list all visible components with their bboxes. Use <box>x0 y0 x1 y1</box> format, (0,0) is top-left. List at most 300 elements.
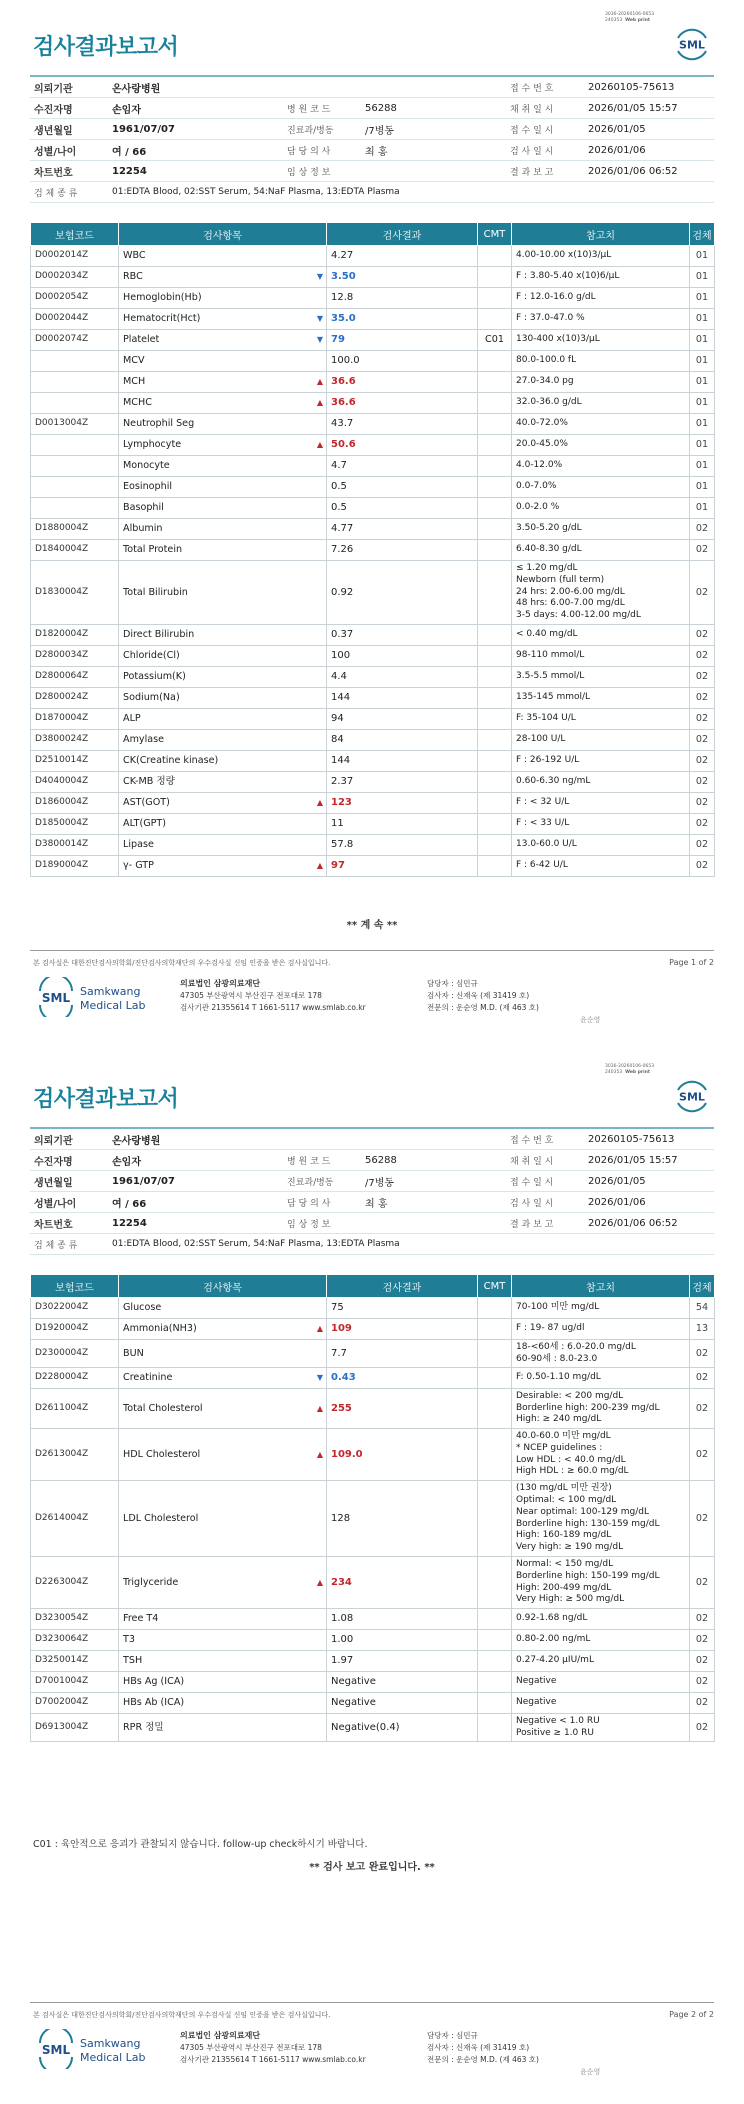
table-row <box>31 1693 715 1714</box>
insurance-code-cell: D3022004Z <box>31 1298 119 1319</box>
reference-line: Normal: < 150 mg/dL <box>516 1558 614 1569</box>
test-item-cell <box>119 1651 327 1672</box>
table-row <box>31 477 715 498</box>
table-row <box>31 456 715 477</box>
test-date-value: 2026/01/06 <box>584 1192 714 1213</box>
reference-cell <box>512 688 690 709</box>
result-cell: Negative(0.4) <box>327 1714 478 1742</box>
footer-disclaimer: 본 검사실은 대한진단검사의학회/진단검사의학재단의 우수검사실 신임 인증을 받은 검사실입니다. <box>33 959 331 967</box>
test-item-label: BUN <box>123 1347 144 1359</box>
reference-cell <box>512 1389 690 1429</box>
result-cell: 94 <box>327 709 478 730</box>
insurance-code-cell: D0002014Z <box>31 246 119 267</box>
collect-label: 채 취 일 시 <box>506 1150 584 1171</box>
test-item-label: RBC <box>123 271 143 283</box>
reference-line: 27.0-34.0 pg <box>516 376 574 387</box>
reference-line: F : 26-192 U/L <box>516 755 580 766</box>
column-header: 검사항목 <box>119 223 327 246</box>
column-header: CMT <box>478 223 512 246</box>
reference-cell <box>512 835 690 856</box>
specimen-cell: 01 <box>690 351 715 372</box>
specimen-cell: 01 <box>690 477 715 498</box>
reference-line: 3-5 days: 4.00-12.00 mg/dL <box>516 610 641 621</box>
column-header: 보험코드 <box>31 1275 119 1298</box>
reference-cell <box>512 1481 690 1557</box>
print-meta-code: 240353 <box>605 17 623 23</box>
reference-line: High HDL : ≥ 60.0 mg/dL <box>516 1466 629 1477</box>
table-row <box>31 1429 715 1481</box>
doctor-value: 최 홍 <box>361 1192 506 1213</box>
reference-line: F : 37.0-47.0 % <box>516 313 585 324</box>
reference-line: Newborn (full term) <box>516 574 605 585</box>
reference-line: Optimal: < 100 mg/dL <box>516 1494 617 1505</box>
reference-cell <box>512 625 690 646</box>
test-item-label: Triglyceride <box>123 1576 179 1588</box>
test-item-cell <box>119 456 327 477</box>
reference-cell <box>512 709 690 730</box>
page-number: Page 2 of 2 <box>669 2010 714 2019</box>
results-table <box>30 222 715 877</box>
test-item-cell <box>119 793 327 814</box>
cmt-cell <box>478 246 512 267</box>
insurance-code-cell: D1860004Z <box>31 793 119 814</box>
lab-address: 47305 부산광역시 부산진구 전포대로 178 <box>180 991 322 1000</box>
result-cell: 2.37 <box>327 772 478 793</box>
result-cell: 0.37 <box>327 625 478 646</box>
insurance-code-cell: D0002034Z <box>31 267 119 288</box>
insurance-code-cell <box>31 435 119 456</box>
print-meta-code: 240353 <box>605 1069 623 1075</box>
test-item-label: Total Cholesterol <box>123 1402 203 1414</box>
institution-value: 온사랑병원 <box>108 1128 506 1150</box>
high-flag-icon: ▲ <box>316 1324 323 1334</box>
cmt-cell <box>478 519 512 540</box>
specimen-cell: 01 <box>690 435 715 456</box>
lab-name: 의료법인 삼광의료재단 <box>180 2031 261 2040</box>
result-cell: 75 <box>327 1298 478 1319</box>
result-cell: 100 <box>327 646 478 667</box>
column-header: 참고치 <box>512 1275 690 1298</box>
reference-line: Desirable: < 200 mg/dL <box>516 1390 624 1401</box>
test-item-cell <box>119 498 327 519</box>
test-item-label: Basophil <box>123 502 164 514</box>
specimen-cell: 02 <box>690 1651 715 1672</box>
cmt-cell <box>478 751 512 772</box>
specimen-cell: 02 <box>690 625 715 646</box>
result-cell: 7.7 <box>327 1340 478 1368</box>
specimen-cell: 01 <box>690 246 715 267</box>
dob-value: 1961/07/07 <box>108 1171 283 1192</box>
specimen-cell: 02 <box>690 688 715 709</box>
insurance-code-cell: D2280004Z <box>31 1368 119 1389</box>
insurance-code-cell <box>31 477 119 498</box>
result-cell: 0.43 <box>327 1368 478 1389</box>
reference-cell <box>512 1319 690 1340</box>
test-item-label: CK(Creatine kinase) <box>123 755 219 767</box>
test-item-cell <box>119 1693 327 1714</box>
specimen-cell: 02 <box>690 856 715 877</box>
table-row <box>31 540 715 561</box>
dept-value: /7병동 <box>361 1171 506 1192</box>
table-row <box>31 393 715 414</box>
lab-address: 47305 부산광역시 부산진구 전포대로 178 <box>180 2043 322 2052</box>
reference-cell <box>512 540 690 561</box>
table-row <box>31 835 715 856</box>
insurance-code-cell: D1840004Z <box>31 540 119 561</box>
staff-block <box>427 978 539 1014</box>
table-row <box>31 414 715 435</box>
high-flag-icon: ▲ <box>316 1403 323 1413</box>
print-meta-row <box>605 1070 654 1076</box>
lab-address-block <box>180 2030 366 2066</box>
test-item-label: ALP <box>123 713 141 725</box>
staff-manager: 담당자 : 심민규 <box>427 979 478 988</box>
reference-cell <box>512 814 690 835</box>
reference-cell <box>512 1651 690 1672</box>
specimen-cell: 01 <box>690 330 715 351</box>
sml-logo-icon <box>672 1076 712 1116</box>
column-header: 보험코드 <box>31 223 119 246</box>
specimen-cell: 02 <box>690 751 715 772</box>
reference-line: 6.40-8.30 g/dL <box>516 544 582 555</box>
specimen-cell: 02 <box>690 1557 715 1609</box>
insurance-code-cell <box>31 393 119 414</box>
result-cell: 79 <box>327 330 478 351</box>
test-item-cell <box>119 814 327 835</box>
info-row <box>30 1213 714 1234</box>
column-header: 검사결과 <box>327 223 478 246</box>
print-meta-type: Web print <box>625 1069 651 1075</box>
dob-value: 1961/07/07 <box>108 119 283 140</box>
specimen-cell: 02 <box>690 667 715 688</box>
test-item-label: Albumin <box>123 523 163 535</box>
reference-line: Very High: ≥ 500 mg/dL <box>516 1594 625 1605</box>
cmt-cell <box>478 393 512 414</box>
institution-label: 의뢰기관 <box>30 1128 108 1150</box>
sex-age-value: 여 / 66 <box>108 1192 283 1213</box>
report-date-value: 2026/01/06 06:52 <box>584 161 714 182</box>
specimen-cell: 02 <box>690 1630 715 1651</box>
reference-cell <box>512 435 690 456</box>
specimen-cell: 02 <box>690 519 715 540</box>
test-item-label: Total Bilirubin <box>123 586 188 598</box>
doctor-label: 담 당 의 사 <box>283 140 361 161</box>
test-item-cell <box>119 667 327 688</box>
dob-label: 생년월일 <box>30 1171 108 1192</box>
logo-text: SML <box>41 2043 71 2057</box>
reference-line: 0.80-2.00 ng/mL <box>516 1634 591 1645</box>
reference-line: High: ≥ 240 mg/dL <box>516 1414 602 1425</box>
cmt-cell <box>478 288 512 309</box>
high-flag-icon: ▲ <box>316 1449 323 1459</box>
result-cell: 97 <box>327 856 478 877</box>
test-item-cell <box>119 856 327 877</box>
insurance-code-cell: D2510014Z <box>31 751 119 772</box>
signature: 윤순영 <box>580 2068 601 2076</box>
low-flag-icon: ▼ <box>316 1373 323 1383</box>
logo-text: SML <box>41 991 71 1005</box>
reference-line: Positive ≥ 1.0 RU <box>516 1727 594 1738</box>
high-flag-icon: ▲ <box>316 1577 323 1587</box>
table-row <box>31 793 715 814</box>
test-item-label: RPR 정밀 <box>123 1721 164 1733</box>
reference-cell <box>512 246 690 267</box>
reference-cell <box>512 856 690 877</box>
reference-cell <box>512 667 690 688</box>
patient-info-table <box>30 1127 714 1255</box>
specimen-cell: 02 <box>690 1609 715 1630</box>
cmt-cell <box>478 667 512 688</box>
test-item-cell <box>119 1429 327 1481</box>
cmt-cell <box>478 772 512 793</box>
continued-text: ** 계 속 ** <box>346 920 398 931</box>
staff-manager: 담당자 : 심민규 <box>427 2031 478 2040</box>
specimen-cell: 02 <box>690 1714 715 1742</box>
test-item-label: Ammonia(NH3) <box>123 1323 197 1335</box>
insurance-code-cell: D0002054Z <box>31 288 119 309</box>
reference-line: F : 6-42 U/L <box>516 860 568 871</box>
results-table <box>30 1274 715 1742</box>
report-page-2 <box>0 1052 744 2104</box>
logo-word-2: Medical Lab <box>80 999 146 1012</box>
cmt-cell <box>478 793 512 814</box>
test-item-label: Total Protein <box>123 544 183 556</box>
result-cell: 234 <box>327 1557 478 1609</box>
insurance-code-cell: D1890004Z <box>31 856 119 877</box>
column-header: 검체 <box>690 223 715 246</box>
specimen-cell: 02 <box>690 835 715 856</box>
table-row <box>31 814 715 835</box>
table-row <box>31 1630 715 1651</box>
test-date-label: 검 사 일 시 <box>506 140 584 161</box>
report-date-label: 결 과 보 고 <box>506 161 584 182</box>
cmt-cell <box>478 1609 512 1630</box>
result-cell: 0.92 <box>327 561 478 625</box>
reference-cell <box>512 393 690 414</box>
cmt-cell <box>478 477 512 498</box>
cmt-cell <box>478 456 512 477</box>
table-row <box>31 625 715 646</box>
insurance-code-cell: D2263004Z <box>31 1557 119 1609</box>
table-row <box>31 1651 715 1672</box>
staff-tester: 검사자 : 신재욱 (제 31419 호) <box>427 991 530 1000</box>
table-row <box>31 667 715 688</box>
test-item-label: Lymphocyte <box>123 439 182 451</box>
result-cell: 7.26 <box>327 540 478 561</box>
table-header-row <box>31 223 715 246</box>
reference-cell <box>512 309 690 330</box>
result-cell: 4.77 <box>327 519 478 540</box>
specimen-cell: 01 <box>690 414 715 435</box>
reference-line: Low HDL : < 40.0 mg/dL <box>516 1454 626 1465</box>
test-item-cell <box>119 1557 327 1609</box>
reference-cell <box>512 1693 690 1714</box>
reference-line: 60-90세 : 8.0-23.0 <box>516 1353 598 1364</box>
insurance-code-cell: D1850004Z <box>31 814 119 835</box>
test-item-label: HBs Ab (ICA) <box>123 1697 185 1709</box>
doctor-value: 최 홍 <box>361 140 506 161</box>
patient-label: 수진자명 <box>30 98 108 119</box>
cmt-cell <box>478 1714 512 1742</box>
test-item-label: T3 <box>123 1634 135 1646</box>
reference-line: 0.0-2.0 % <box>516 502 560 513</box>
table-row <box>31 498 715 519</box>
test-item-cell <box>119 1298 327 1319</box>
cmt-cell <box>478 1389 512 1429</box>
table-row <box>31 267 715 288</box>
result-cell: 4.4 <box>327 667 478 688</box>
print-meta-type: Web print <box>625 17 651 23</box>
test-item-cell <box>119 288 327 309</box>
insurance-code-cell: D0013004Z <box>31 414 119 435</box>
reference-line: 28-100 U/L <box>516 734 566 745</box>
high-flag-icon: ▲ <box>316 377 323 387</box>
test-item-cell <box>119 709 327 730</box>
print-meta-id: 3036-20260106-0653 <box>605 1064 655 1069</box>
cmt-cell <box>478 372 512 393</box>
reference-line: 20.0-45.0% <box>516 439 568 450</box>
lab-address-block <box>180 978 366 1014</box>
reference-line: F : 3.80-5.40 x(10)6/μL <box>516 271 620 282</box>
insurance-code-cell: D3250014Z <box>31 1651 119 1672</box>
insurance-code-cell: D2613004Z <box>31 1429 119 1481</box>
hospital-code-label: 병 원 코 드 <box>283 1150 361 1171</box>
test-item-cell <box>119 540 327 561</box>
reference-cell <box>512 351 690 372</box>
specimen-cell: 02 <box>690 709 715 730</box>
result-cell: 84 <box>327 730 478 751</box>
table-row <box>31 1557 715 1609</box>
test-item-label: Hematocrit(Hct) <box>123 313 201 325</box>
receipt-date-value: 2026/01/05 <box>584 119 714 140</box>
test-item-label: TSH <box>123 1655 143 1667</box>
dept-label: 진료과/병동 <box>283 119 361 140</box>
reference-line: 48 hrs: 6.00-7.00 mg/dL <box>516 598 625 609</box>
reference-line: Very high: ≥ 190 mg/dL <box>516 1542 624 1553</box>
test-date-label: 검 사 일 시 <box>506 1192 584 1213</box>
reference-line: 40.0-72.0% <box>516 418 568 429</box>
cmt-cell: C01 <box>478 330 512 351</box>
report-date-value: 2026/01/06 06:52 <box>584 1213 714 1234</box>
reference-cell <box>512 1672 690 1693</box>
reference-cell <box>512 1368 690 1389</box>
table-row <box>31 288 715 309</box>
cmt-note: C01 : 육안적으로 응괴가 관찰되지 않습니다. follow-up check하시기 바랍니다. <box>33 1839 368 1850</box>
reference-line: F: 0.50-1.10 mg/dL <box>516 1372 601 1383</box>
patient-info-table <box>30 75 714 203</box>
table-header-row <box>31 1275 715 1298</box>
cmt-cell <box>478 709 512 730</box>
logo-word-1: Samkwang <box>80 2037 141 2050</box>
reference-line: Negative <box>516 1697 557 1708</box>
column-header: 참고치 <box>512 223 690 246</box>
specimen-cell: 01 <box>690 288 715 309</box>
clinical-label: 임 상 정 보 <box>283 161 361 182</box>
specimen-label: 검 체 종 류 <box>30 1234 108 1255</box>
test-item-cell <box>119 1340 327 1368</box>
table-row <box>31 688 715 709</box>
specimen-cell: 02 <box>690 793 715 814</box>
test-item-label: Platelet <box>123 334 160 346</box>
column-header: 검체 <box>690 1275 715 1298</box>
clinical-value <box>361 161 506 182</box>
sex-age-label: 성별/나이 <box>30 140 108 161</box>
reference-line: 0.27-4.20 μIU/mL <box>516 1655 594 1666</box>
insurance-code-cell: D1820004Z <box>31 625 119 646</box>
reference-line: 0.92-1.68 ng/dL <box>516 1613 588 1624</box>
cmt-cell <box>478 351 512 372</box>
cmt-cell <box>478 835 512 856</box>
high-flag-icon: ▲ <box>316 798 323 808</box>
samkwang-logo-icon <box>36 977 166 1017</box>
reference-cell <box>512 519 690 540</box>
result-cell: 1.97 <box>327 1651 478 1672</box>
test-item-cell <box>119 435 327 456</box>
table-row <box>31 1319 715 1340</box>
reference-line: * NCEP guidelines : <box>516 1442 603 1453</box>
print-meta-id: 3036-20260106-0653 <box>605 12 655 17</box>
insurance-code-cell <box>31 456 119 477</box>
result-cell: 123 <box>327 793 478 814</box>
result-cell: 11 <box>327 814 478 835</box>
test-item-cell <box>119 835 327 856</box>
test-item-label: CK-MB 정량 <box>123 776 175 788</box>
sml-logo-icon <box>672 24 712 64</box>
test-item-cell <box>119 1368 327 1389</box>
test-item-cell <box>119 477 327 498</box>
test-item-label: Glucose <box>123 1302 162 1314</box>
insurance-code-cell: D2611004Z <box>31 1389 119 1429</box>
specimen-cell: 02 <box>690 1672 715 1693</box>
cmt-cell <box>478 1368 512 1389</box>
reference-line: 0.0-7.0% <box>516 481 557 492</box>
test-item-label: MCH <box>123 376 146 388</box>
result-cell: 109.0 <box>327 1429 478 1481</box>
table-row <box>31 1481 715 1557</box>
footer-divider <box>30 2002 714 2003</box>
table-row <box>31 330 715 351</box>
insurance-code-cell: D2800064Z <box>31 667 119 688</box>
cmt-cell <box>478 856 512 877</box>
dept-label: 진료과/병동 <box>283 1171 361 1192</box>
table-row <box>31 372 715 393</box>
page-number: Page 1 of 2 <box>669 958 714 967</box>
result-cell: 12.8 <box>327 288 478 309</box>
test-item-cell <box>119 393 327 414</box>
institution-label: 의뢰기관 <box>30 76 108 98</box>
column-header: 검사결과 <box>327 1275 478 1298</box>
test-item-cell <box>119 1672 327 1693</box>
low-flag-icon: ▼ <box>316 335 323 345</box>
test-item-cell <box>119 646 327 667</box>
specimen-cell: 02 <box>690 1693 715 1714</box>
result-cell: 35.0 <box>327 309 478 330</box>
result-cell: 3.50 <box>327 267 478 288</box>
specimen-cell: 02 <box>690 646 715 667</box>
specimen-cell: 54 <box>690 1298 715 1319</box>
result-cell: 0.5 <box>327 498 478 519</box>
test-item-label: Eosinophil <box>123 481 173 493</box>
info-row <box>30 98 714 119</box>
reference-line: < 0.40 mg/dL <box>516 629 578 640</box>
insurance-code-cell: D3800024Z <box>31 730 119 751</box>
chart-label: 차트번호 <box>30 1213 108 1234</box>
specimen-cell: 01 <box>690 456 715 477</box>
reference-line: 13.0-60.0 U/L <box>516 839 577 850</box>
insurance-code-cell <box>31 372 119 393</box>
receipt-date-value: 2026/01/05 <box>584 1171 714 1192</box>
high-flag-icon: ▲ <box>316 398 323 408</box>
